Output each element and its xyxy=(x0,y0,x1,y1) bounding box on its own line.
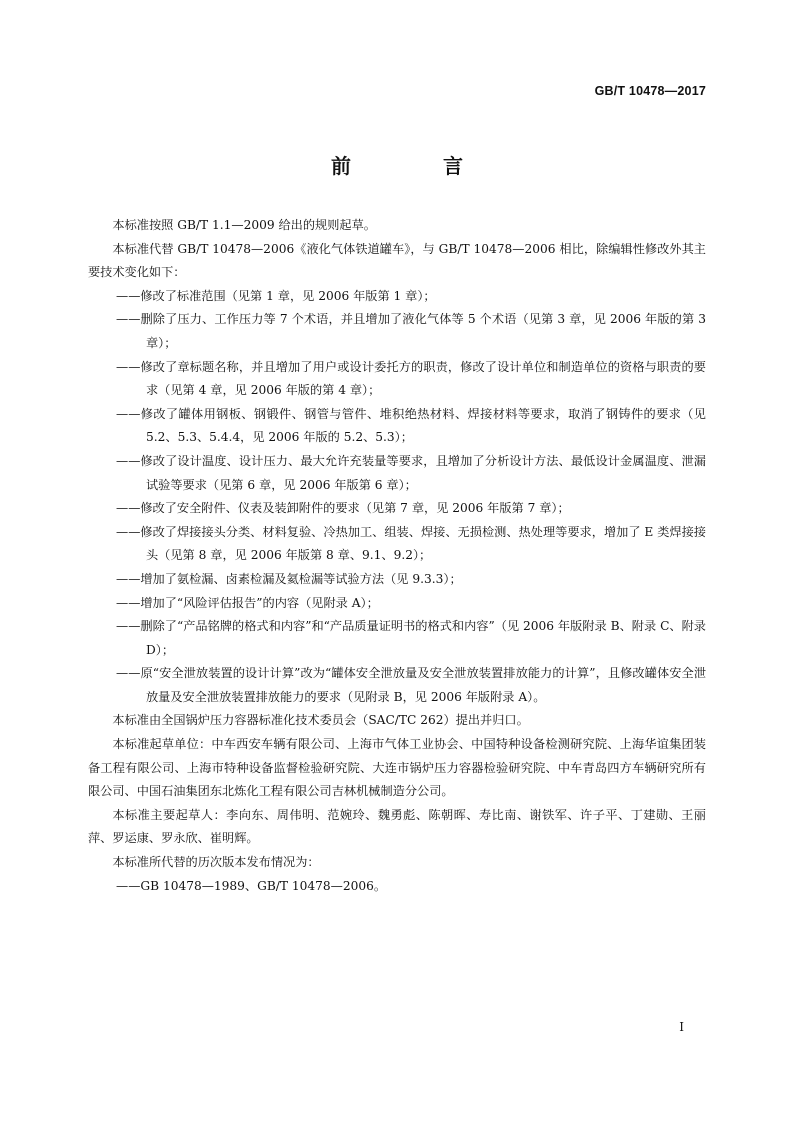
list-item: ——修改了罐体用钢板、钢锻件、钢管与管件、堆积绝热材料、焊接材料等要求，取消了钢铸件的要求（见 5.2、5.3、5.4.4，见 2006 年版的 5.2、5.3）； xyxy=(116,406,706,445)
paragraph: 本标准按照 GB/T 1.1—2009 给出的规则起草。 xyxy=(112,218,376,232)
list-item: ——原“安全泄放装置的设计计算”改为“罐体安全泄放量及安全泄放装置排放能力的计算”，且修改罐体安全泄放量及安全泄放装置排放能力的要求（见附录 B，见 2006 年版附录 A）。 xyxy=(116,666,706,704)
page-title: 前 言 xyxy=(331,154,499,178)
list-item: ——修改了标准范围（见第 1 章，见 2006 年版第 1 章）； xyxy=(116,288,436,303)
changes-list xyxy=(88,285,706,710)
list-item: ——删除了“产品铭牌的格式和内容”和“产品质量证明书的格式和内容”（见 2006 年版附录 B、附录 C、附录 D）； xyxy=(116,619,706,657)
standard-code: GB/T 10478—2017 xyxy=(594,84,706,98)
list-item: ——修改了设计温度、设计压力、最大允许充装量等要求，且增加了分析设计方法、最低设计金属温度、泄漏试验等要求（见第 6 章，见 2006 年版第 6 章）； xyxy=(116,453,706,492)
list-item: ——GB 10478—1989、GB/T 10478—2006。 xyxy=(116,878,387,893)
list-item: ——修改了章标题名称，并且增加了用户或设计委托方的职责，修改了设计单位和制造单位的资格与职责的要求（见第 4 章，见 2006 年版的第 4 章）； xyxy=(116,359,706,398)
page-number: I xyxy=(679,1020,684,1034)
list-item: ——增加了氨检漏、卤素检漏及氦检漏等试验方法（见 9.3.3）； xyxy=(116,571,462,586)
list-item: ——修改了焊接接头分类、材料复验、冷热加工、组装、焊接、无损检测、热处理等要求，增加了 E 类焊接接头（见第 8 章，见 2006 年版第 8 章、9.1、9.2）； xyxy=(116,524,706,563)
foreword-body xyxy=(88,214,706,898)
paragraph: 本标准代替 GB/T 10478—2006《液化气体铁道罐车》，与 GB/T 10478—2006 相比，除编辑性修改外其主要技术变化如下： xyxy=(88,241,706,280)
paragraph: 本标准由全国锅炉压力容器标准化技术委员会（SAC/TC 262）提出并归口。 xyxy=(112,713,529,728)
list-item: ——增加了“风险评估报告”的内容（见附录 A）； xyxy=(116,595,379,610)
paragraph: 本标准主要起草人：李向东、周伟明、范婉玲、魏勇彪、陈朝晖、寿比南、谢铁军、许子平、丁建勋、王丽萍、罗运康、罗永欣、崔明辉。 xyxy=(88,807,706,846)
paragraph: 本标准起草单位：中车西安车辆有限公司、上海市气体工业协会、中国特种设备检测研究院、上海华谊集团装备工程有限公司、上海市特种设备监督检验研究院、大连市锅炉压力容器检验研究院、中车青岛四方车辆研究所有限公司、中国石油集团东北炼化工程有限公司吉林机械制造分公司。 xyxy=(88,737,706,799)
list-item: ——修改了安全附件、仪表及装卸附件的要求（见第 7 章，见 2006 年版第 7 章）； xyxy=(116,501,570,516)
list-item: ——删除了压力、工作压力等 7 个术语，并且增加了液化气体等 5 个术语（见第 3 章，见 2006 年版的第 3 章）； xyxy=(116,312,706,350)
history-list xyxy=(88,875,706,899)
paragraph: 本标准所代替的历次版本发布情况为： xyxy=(112,855,320,870)
